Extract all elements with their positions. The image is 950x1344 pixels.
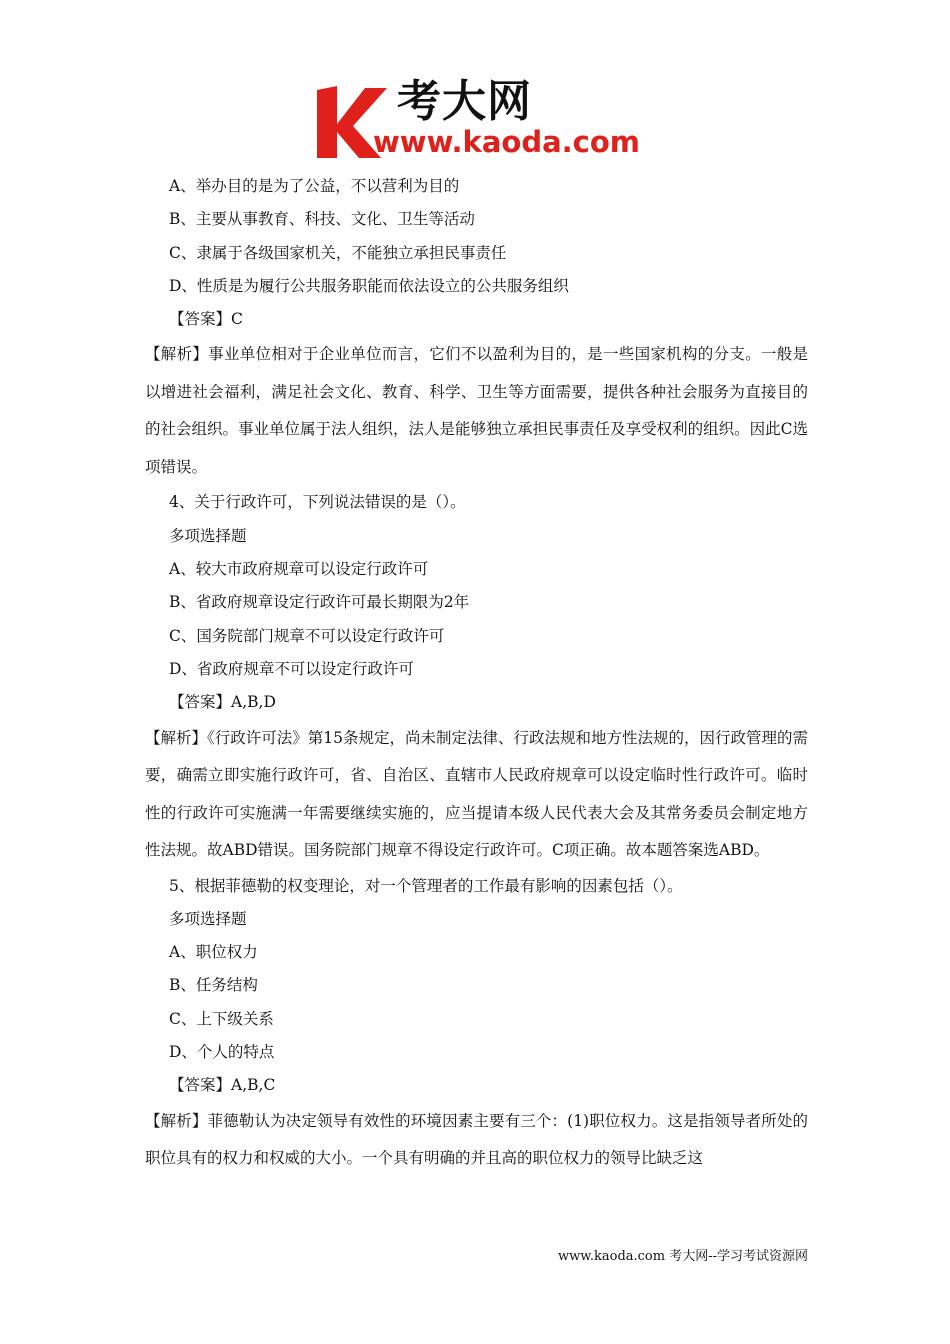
q3-option-a: A、举办目的是为了公益，不以营利为目的 xyxy=(169,177,460,195)
logo-url: www.kaoda.com xyxy=(373,125,640,159)
q5-option-b: B、任务结构 xyxy=(169,976,258,995)
q4-option-d: D、省政府规章不可以设定行政许可 xyxy=(169,659,414,678)
q4-option-a: A、较大市政府规章可以设定行政许可 xyxy=(169,560,429,579)
q5-analysis: 【解析】菲德勒认为决定领导有效性的环境因素主要有三个：(1)职位权力。这是指领导者所处的职位具有的权力和权威的大小。一个具有明确的并且高的职位权力的领导比缺乏这 xyxy=(145,1111,808,1168)
q4-option-c: C、国务院部门规章不可以设定行政许可 xyxy=(169,626,445,645)
q4-type: 多项选择题 xyxy=(169,526,247,545)
q5-option-c: C、上下级关系 xyxy=(169,1009,274,1028)
site-logo xyxy=(315,76,645,162)
q5-option-d: D、个人的特点 xyxy=(169,1043,275,1062)
q5-answer: 【答案】A,B,C xyxy=(169,1076,276,1095)
q5-stem: 5、根据菲德勒的权变理论，对一个管理者的工作最有影响的因素包括（）。 xyxy=(169,876,683,895)
q4-stem: 4、关于行政许可，下列说法错误的是（）。 xyxy=(169,493,466,512)
logo-name: 考大网 xyxy=(397,76,532,127)
q5-type: 多项选择题 xyxy=(169,909,247,928)
q3-answer: 【答案】C xyxy=(169,310,243,329)
q3-option-b: B、主要从事教育、科技、文化、卫生等活动 xyxy=(169,210,475,229)
q3-analysis: 【解析】事业单位相对于企业单位而言，它们不以盈利为目的，是一些国家机构的分支。一般是以增进社会福利，满足社会文化、教育、科学、卫生等方面需要，提供各种社会服务为直接目的的社会组织。事业单位属于法人组织，法人是能够独立承担民事责任及享受权利的组织。因此C选项错误。 xyxy=(145,345,808,476)
page-footer: www.kaoda.com 考大网--学习考试资源网 xyxy=(558,1249,808,1264)
q5-option-a: A、职位权力 xyxy=(169,943,258,962)
q3-option-c: C、隶属于各级国家机关，不能独立承担民事责任 xyxy=(169,243,507,262)
q3-option-d: D、性质是为履行公共服务职能而依法设立的公共服务组织 xyxy=(169,276,569,295)
q4-option-b: B、省政府规章设定行政许可最长期限为2年 xyxy=(169,593,470,612)
q4-analysis: 【解析】《行政许可法》第15条规定，尚未制定法律、行政法规和地方性法规的，因行政管理的需要，确需立即实施行政许可，省、自治区、直辖市人民政府规章可以设定临时性行政许可。临时性的行政许可实施满一年需要继续实施的，应当提请本级人民代表大会及其常务委员会制定地方性法规。故ABD错误。国务院部门规章不得设定行政许可。C项正确。故本题答案选ABD。 xyxy=(145,728,808,860)
q4-answer: 【答案】A,B,D xyxy=(169,693,276,712)
document-body xyxy=(145,170,808,1178)
